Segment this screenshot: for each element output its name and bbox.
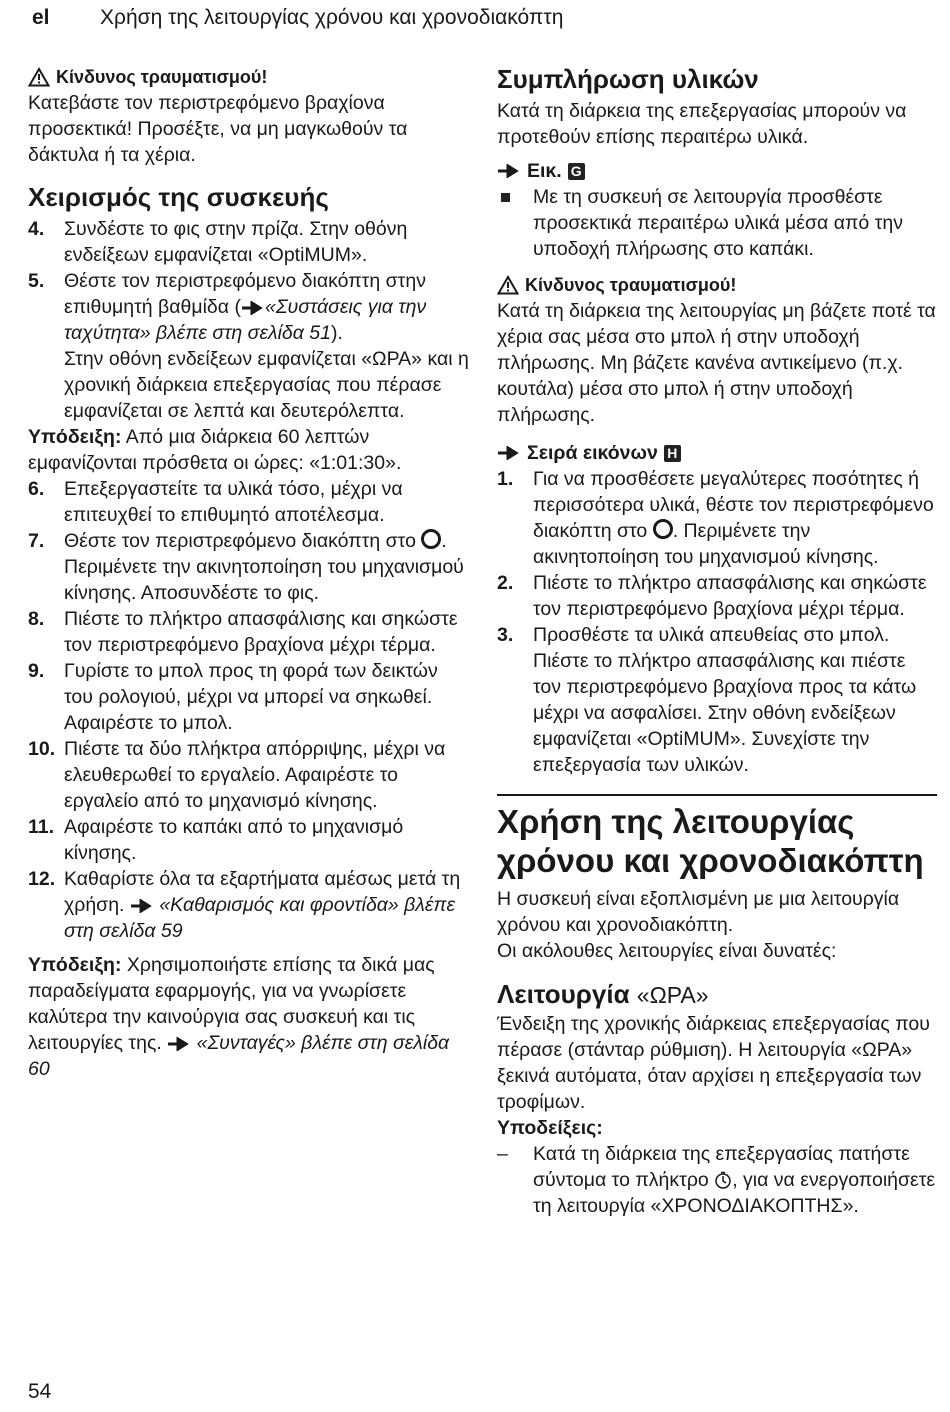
figure-series-label: Σειρά εικόνων [527, 442, 658, 464]
dash-item [497, 1141, 937, 1219]
figure-letter: H [664, 445, 681, 462]
bullet-text: Με τη συσκευή σε λειτουργία προσθέστε προσεκτικά περαιτέρω υλικά μέσα από την υποδοχή πλήρωσης στο καπάκι. [533, 186, 903, 260]
figure-letter: G [568, 163, 585, 180]
left-column [28, 64, 470, 1082]
step-item [28, 216, 470, 268]
step-text: Για να προσθέσετε μεγαλύτερες ποσότητες ή περισσότερα υλικά, θέστε τον περιστρεφόμενο διακόπτη στο [533, 468, 934, 542]
note-label: Υπόδειξη: [28, 426, 122, 448]
arrow-right-icon [241, 301, 265, 315]
step-number: 11. [28, 816, 55, 838]
step-body [533, 466, 937, 570]
section-heading: Χειρισμός της συσκευής [28, 182, 329, 212]
figure-series-reference [497, 440, 937, 466]
step-number: 6. [28, 478, 45, 500]
warning-text: Κατεβάστε τον περιστρεφόμενο βραχίονα προσεκτικά! Προσέξτε, να μη μαγκωθούν τα δάκτυλα ή τα χέρια. [28, 92, 408, 166]
cross-reference: «Συστάσεις για την ταχύτητα» βλέπε στη σελίδα 51 [64, 296, 427, 344]
step-number: 1. [497, 468, 514, 490]
step-item [497, 570, 937, 622]
step-text: Επεξεργαστείτε τα υλικά τόσο, μέχρι να επιτευχθεί το επιθυμητό αποτέλεσμα. [64, 478, 403, 526]
step-body [64, 866, 470, 944]
section-heading: Συμπλήρωση υλικών [497, 64, 759, 94]
paragraph: Οι ακόλουθες λειτουργίες είναι δυνατές: [497, 940, 837, 962]
step-number: 7. [28, 530, 45, 552]
warning-heading [497, 272, 937, 298]
warning-triangle-icon [497, 275, 519, 295]
cross-reference: «Συνταγές» βλέπε στη σελίδα 60 [28, 1032, 450, 1080]
off-position-icon [653, 519, 673, 539]
dash-mark: – [497, 1143, 508, 1165]
step-text: . Περιμένετε την ακινητοποίηση του μηχανισμού κίνησης. [533, 520, 879, 568]
step-text: Θέστε τον περιστρεφόμενο διακόπτη στο [64, 530, 416, 552]
step-item [28, 268, 470, 424]
note-text: Χρησιμοποιήστε επίσης τα δικά μας παραδείγματα εφαρμογής, για να γνωρίσετε καλύτερα την καινούργια σας συσκευή και τις λειτουργίες της. [28, 954, 435, 1054]
step-text: Γυρίστε το μπολ προς τη φορά των δεικτών του ρολογιού, μέχρι να μπορεί να σηκωθεί. Αφαιρέστε το μπολ. [64, 660, 438, 734]
subsection-title: Λειτουργία [497, 979, 630, 1009]
step-item [28, 658, 470, 736]
warning-heading [28, 64, 470, 90]
step-number: 2. [497, 572, 514, 594]
step-text: Συνδέστε το φις στην πρίζα. Στην οθόνη ενδείξεων εμφανίζεται «OptiMUM». [64, 218, 408, 266]
arrow-right-icon [167, 1037, 191, 1051]
step-item [497, 622, 937, 778]
paragraph: Κατά τη διάρκεια της επεξεργασίας μπορούν να προτεθούν επίσης περαιτέρω υλικά. [497, 100, 907, 148]
paragraph: Η συσκευή είναι εξοπλισμένη με μια λειτουργία χρόνου και χρονοδιακόπτη. [497, 888, 900, 936]
note-text: Από μια διάρκεια 60 λεπτών εμφανίζονται πρόσθετα οι ώρες: «1:01:30». [28, 426, 402, 474]
subsection-heading [497, 978, 937, 1011]
step-text: Θέστε τον περιστρεφόμενο διακόπτη στην επιθυμητή βαθμίδα ( [64, 270, 426, 318]
timer-icon [714, 1171, 732, 1189]
step-item [28, 476, 470, 528]
arrow-right-icon [497, 164, 521, 178]
step-text: ). [331, 322, 343, 344]
step-number: 12. [28, 868, 56, 890]
figure-label: Εικ. [527, 160, 562, 182]
arrow-right-icon [130, 899, 154, 913]
dash-text: , για να ενεργοποιήσετε τη λειτουργία «ΧΡΟΝΟΔΙΑΚΟΠΤΗΣ». [533, 1169, 936, 1217]
step-body [64, 528, 470, 606]
step-number: 8. [28, 608, 45, 630]
bullet-item [497, 184, 937, 262]
note [28, 952, 470, 1082]
note-label: Υπόδειξη: [28, 954, 122, 976]
step-text: Αφαιρέστε το καπάκι από το μηχανισμό κίνησης. [64, 816, 404, 864]
page-header [32, 4, 563, 32]
paragraph: Ένδειξη της χρονικής διάρκειας επεξεργασίας που πέρασε (στάνταρ ρύθμιση). Η λειτουργία «ΩΡΑ» ξεκινά αυτόματα, όταν αρχίσει η επεξεργασία των τροφίμων. [497, 1013, 930, 1113]
step-text: Πιέστε το πλήκτρο απασφάλισης και σηκώστε τον περιστρεφόμενο βραχίονα μέχρι τέρμα. [64, 608, 458, 656]
step-item [497, 466, 937, 570]
step-number: 4. [28, 218, 45, 240]
step-text: Πιέστε τα δύο πλήκτρα απόρριψης, μέχρι να ελευθερωθεί το εργαλείο. Αφαιρέστε το εργαλείο από το μηχανισμό κίνησης. [64, 738, 446, 812]
step-item [28, 606, 470, 658]
page-number: 54 [28, 1380, 52, 1403]
step-number: 10. [28, 738, 56, 760]
step-item [28, 736, 470, 814]
step-text: Προσθέστε τα υλικά απευθείας στο μπολ. Πιέστε το πλήκτρο απασφάλισης και πιέστε τον περιστρεφόμενο βραχίονα προς τα κάτω μέχρι να ασφαλίσει. Στην οθόνη ενδείξεων εμφανίζεται «OptiMUM». Συνεχίστε την επεξεργασία των υλικών. [533, 624, 917, 776]
warning-title: Κίνδυνος τραυματισμού! [56, 67, 268, 87]
step-number: 3. [497, 624, 514, 646]
step-text: Καθαρίστε όλα τα εξαρτήματα αμέσως μετά τη χρήση. [64, 868, 461, 916]
hints-label: Υποδείξεις: [497, 1117, 603, 1139]
function-name: «ΩΡΑ» [636, 982, 709, 1008]
bullet-square-icon [497, 184, 533, 262]
header-title: Χρήση της λειτουργίας χρόνου και χρονοδιακόπτη [100, 6, 564, 29]
figure-reference [497, 158, 937, 184]
step-number: 9. [28, 660, 45, 682]
dash-body [533, 1141, 937, 1219]
right-column [497, 64, 937, 1219]
cross-reference: «Καθαρισμός και φροντίδα» βλέπε στη σελίδα 59 [64, 894, 456, 942]
note [28, 424, 470, 476]
off-position-icon [421, 529, 441, 549]
step-text: Στην οθόνη ενδείξεων εμφανίζεται «ΩΡΑ» και η χρονική διάρκεια επεξεργασίας που πέρασε εμφανίζεται σε λεπτά και δευτερόλεπτα. [64, 348, 469, 422]
arrow-right-icon [497, 446, 521, 460]
dash-text: Κατά τη διάρκεια της επεξεργασίας πατήστε σύντομα το πλήκτρο [533, 1143, 910, 1191]
step-text: Πιέστε το πλήκτρο απασφάλισης και σηκώστε τον περιστρεφόμενο βραχίονα μέχρι τέρμα. [533, 572, 927, 620]
step-item [28, 866, 470, 944]
warning-title: Κίνδυνος τραυματισμού! [525, 275, 737, 295]
step-body [64, 268, 470, 424]
language-code: el [32, 6, 50, 29]
step-text: . Περιμένετε την ακινητοποίηση του μηχανισμού κίνησης. Αποσυνδέστε το φις. [64, 530, 464, 604]
warning-triangle-icon [28, 67, 50, 87]
warning-text: Κατά τη διάρκεια της λειτουργίας μη βάζετε ποτέ τα χέρια σας μέσα στο μπολ ή στην υποδοχή πλήρωσης. Μη βάζετε κανένα αντικείμενο (π.χ. κουτάλα) μέσα στο μπολ ή στην υποδοχή πλήρωσης. [497, 300, 936, 426]
chapter-title: Χρήση της λειτουργίας χρόνου και χρονοδιακόπτη [497, 794, 937, 880]
step-number: 5. [28, 270, 45, 292]
step-item [28, 814, 470, 866]
step-item [28, 528, 470, 606]
